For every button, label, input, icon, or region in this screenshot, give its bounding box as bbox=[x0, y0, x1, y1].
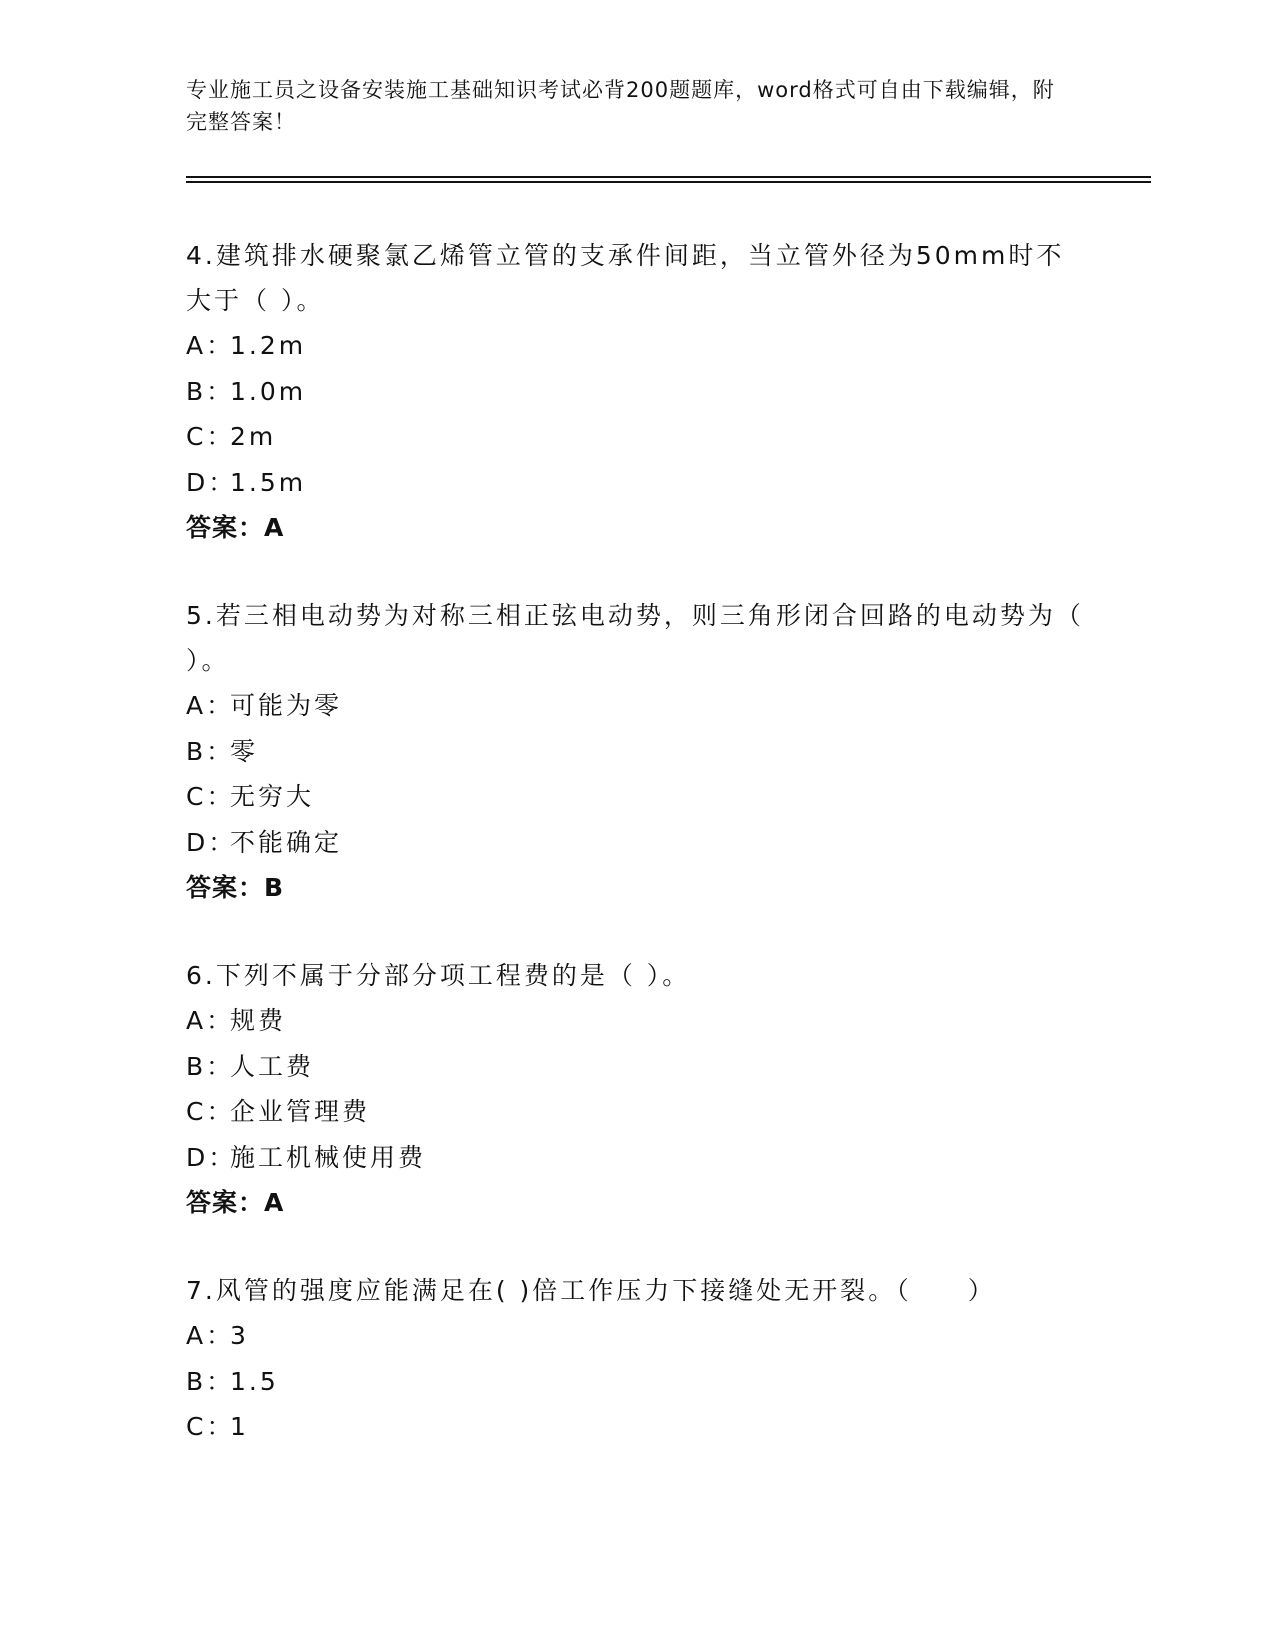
question-4 bbox=[186, 233, 1086, 551]
option-a bbox=[186, 323, 1086, 369]
option-c bbox=[186, 414, 1086, 460]
option-letter: C： bbox=[186, 782, 235, 811]
option-b bbox=[186, 1044, 1086, 1090]
option-text: 2m bbox=[230, 422, 277, 451]
option-text: 1.2m bbox=[230, 331, 307, 360]
option-letter: D： bbox=[186, 1142, 237, 1172]
answer-value: B bbox=[264, 873, 285, 902]
option-letter: A： bbox=[186, 331, 235, 360]
question-stem: 6.下列不属于分部分项工程费的是（ ）。 bbox=[186, 961, 691, 990]
option-letter: D： bbox=[186, 467, 237, 497]
question-7 bbox=[186, 1268, 1086, 1450]
answer-line bbox=[186, 505, 1086, 551]
option-text: 3 bbox=[230, 1321, 249, 1350]
option-letter: A： bbox=[186, 1006, 235, 1035]
option-text: 零 bbox=[230, 736, 259, 766]
option-a bbox=[186, 998, 1086, 1044]
option-b bbox=[186, 369, 1086, 415]
option-text: 施工机械使用费 bbox=[230, 1142, 427, 1172]
option-c bbox=[186, 1404, 1086, 1450]
document-header: 专业施工员之设备安装施工基础知识考试必背200题题库，word格式可自由下载编辑，附完整答案！ bbox=[186, 78, 1055, 134]
option-text: 1.5 bbox=[230, 1366, 279, 1396]
option-letter: A： bbox=[186, 691, 235, 720]
answer-value: A bbox=[264, 513, 285, 542]
option-text: 1.0m bbox=[230, 376, 307, 406]
option-text: 人工费 bbox=[230, 1051, 315, 1081]
option-c bbox=[186, 774, 1086, 820]
option-text: 可能为零 bbox=[230, 691, 343, 720]
option-d bbox=[186, 1135, 1086, 1181]
option-letter: C： bbox=[186, 1412, 235, 1441]
question-5 bbox=[186, 593, 1086, 911]
option-text: 1.5m bbox=[230, 467, 307, 497]
option-text: 规费 bbox=[230, 1006, 287, 1035]
header-divider-line bbox=[186, 176, 1151, 178]
option-b bbox=[186, 1359, 1086, 1405]
option-letter: B： bbox=[186, 736, 235, 766]
option-c bbox=[186, 1089, 1086, 1135]
option-letter: B： bbox=[186, 376, 235, 406]
option-text: 不能确定 bbox=[230, 827, 343, 857]
answer-line bbox=[186, 1180, 1086, 1226]
option-letter: B： bbox=[186, 1051, 235, 1081]
question-stem: 7.风管的强度应能满足在( )倍工作压力下接缝处无开裂。（ ） bbox=[186, 1276, 996, 1305]
answer-line bbox=[186, 865, 1086, 911]
question-stem: 4.建筑排水硬聚氯乙烯管立管的支承件间距，当立管外径为50mm时不大于（ ）。 bbox=[186, 241, 1065, 315]
option-a bbox=[186, 683, 1086, 729]
answer-label: 答案： bbox=[186, 1188, 265, 1217]
option-letter: C： bbox=[186, 422, 235, 451]
option-text: 无穷大 bbox=[230, 782, 315, 811]
option-d bbox=[186, 460, 1086, 506]
answer-label: 答案： bbox=[186, 513, 265, 542]
option-text: 企业管理费 bbox=[230, 1097, 371, 1126]
option-letter: A： bbox=[186, 1321, 235, 1350]
header-divider-line-double bbox=[186, 181, 1151, 183]
question-6 bbox=[186, 953, 1086, 1226]
option-letter: B： bbox=[186, 1366, 235, 1396]
option-b bbox=[186, 729, 1086, 775]
answer-value: A bbox=[264, 1188, 285, 1217]
option-a bbox=[186, 1313, 1086, 1359]
question-stem: 5.若三相电动势为对称三相正弦电动势，则三角形闭合回路的电动势为（ ）。 bbox=[186, 601, 1084, 675]
option-letter: D： bbox=[186, 827, 237, 857]
option-text: 1 bbox=[230, 1412, 249, 1441]
answer-label: 答案： bbox=[186, 873, 265, 902]
option-d bbox=[186, 820, 1086, 866]
option-letter: C： bbox=[186, 1097, 235, 1126]
